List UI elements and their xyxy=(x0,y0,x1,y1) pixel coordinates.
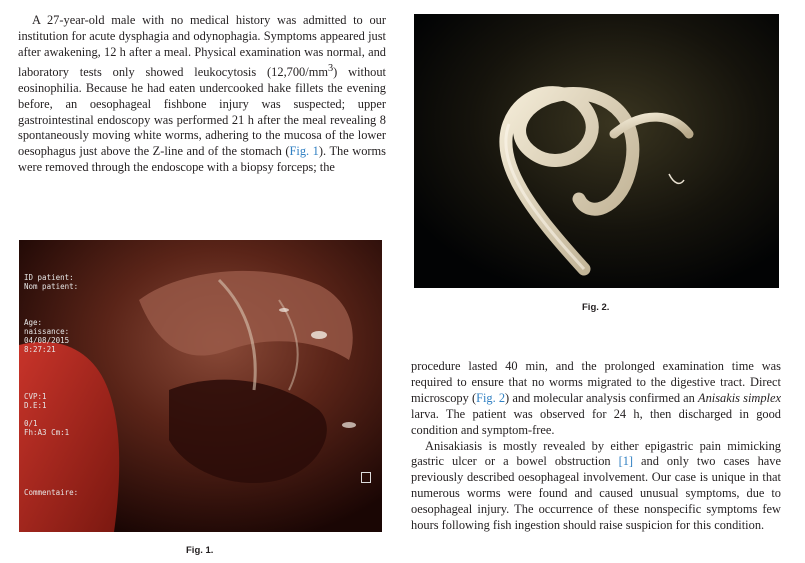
procedure-text-start: procedure lasted 40 min, and the prolonged examination time was required to ensure that no worms migrated to the digestive tract. Direct microscopy ( xyxy=(411,359,781,405)
citation-link-1[interactable]: [1] xyxy=(618,454,634,469)
discussion-text-end: and only two cases have previously described oesophageal involvement. Our case is unique in that numerous worms were found and caused unusual symptoms, due to oesophageal injury. The occurrence of these nonspecific symptoms few hours following fish ingestion should raise suspicion for this condition. xyxy=(411,454,782,533)
fig1-link[interactable]: Fig. 1 xyxy=(289,144,319,159)
overlay-patient-id: ID patient: Nom patient: xyxy=(24,273,79,291)
procedure-text-end: larva. The patient was observed for 24 h, then discharged in good condition and symptom-free. xyxy=(411,406,781,437)
paragraph-procedure xyxy=(411,359,781,439)
overlay-patient-info: Age: naissance: 04/08/2015 8:27:21 xyxy=(24,318,70,354)
square-marker-icon xyxy=(361,472,371,483)
paragraph-discussion xyxy=(411,439,781,534)
figure-2-microscopy-image xyxy=(414,14,779,288)
overlay-comment: Commentaire: xyxy=(24,488,79,497)
case-text-end: ). The worms were removed through the endoscope with a biopsy forceps; the xyxy=(18,144,386,175)
case-text-start: A 27-year-old male with no medical history was admitted to our institution for acute dysphagia and odynophagia. Symptoms appeared just after awakening, 12 h after a meal. Physical examination was normal, and laboratory tests only showed leukocytosis (12,700/mm xyxy=(18,13,386,79)
species-name: Anisakis simplex xyxy=(698,390,781,405)
anisakis-larva-photo xyxy=(414,14,779,288)
right-text-column xyxy=(411,359,781,534)
superscript-3: 3 xyxy=(327,62,334,74)
left-text-column xyxy=(18,13,386,176)
discussion-text-start: Anisakiasis is mostly revealed by either epigastric pain mimicking gastric ulcer or a bowel obstruction xyxy=(411,438,781,469)
figure-1-caption: Fig. 1. xyxy=(186,545,214,556)
fig2-link[interactable]: Fig. 2 xyxy=(476,390,506,405)
paragraph-case-description xyxy=(18,13,386,176)
figure-2-caption: Fig. 2. xyxy=(582,302,610,313)
figure-1-endoscopy-image xyxy=(19,240,382,532)
overlay-settings: CVP:1 D.E:1 0/1 Fh:A3 Cm:1 xyxy=(24,392,70,437)
case-text-middle: ) without eosinophilia. Because he had eaten undercooked hake fillets the evening before, an oesophageal fishbone injury was suspected; upper gastrointestinal endoscopy was performed 21 h after the meal revealing 8 spontaneously moving white worms, adhering to the mucosa of the lower oesophagus just above the Z-line and of the stomach ( xyxy=(18,64,386,159)
procedure-text-middle: ) and molecular analysis confirmed an xyxy=(505,390,698,405)
